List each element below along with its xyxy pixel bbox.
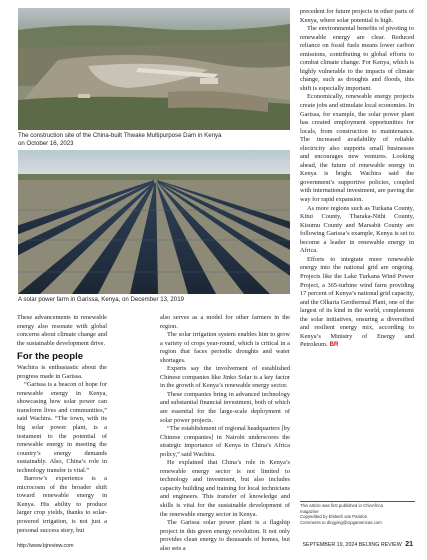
note-line: magazine [300,508,319,514]
body-paragraph: also serves as a model for other farmers in the region. [160,314,290,330]
aerial-construction-site-photo [18,8,290,130]
page-number: 21 [405,541,413,548]
body-paragraph: Experts say the involvement of established Chinese companies like Jinko Solar is a key factor in the growth of Kenya’s renewable energy sector. [160,365,290,390]
article-column-1 [17,314,107,535]
section-heading: For the people [17,351,84,363]
solar-farm-photo [18,150,290,294]
column-1-lead-paragraph: These advancements in renewable energy also resonate with global concerns about climate change and the sustainable development drive. [17,314,107,347]
footer-url[interactable]: http://www.bjreview.com [17,543,74,549]
note-line: This article was first published in ChinAfrica [300,503,383,508]
body-paragraph: Barrow’s experience is a microcosm of the broader shift toward renewable energy in Kenya. His ability to produce larger crop yields, thanks to solar-powered irrigation, is not just a personal success story, but [17,475,107,534]
note-divider [300,501,415,502]
body-paragraph: The Garissa solar power plant is a flagship project in this green energy revolution. It not only provides clean energy to thousands of homes, but also sets a [160,519,290,552]
article-column-3 [300,8,414,350]
caption-line: on October 16, 2023 [18,139,74,147]
closing-paragraph-text: Efforts to integrate more renewable energy into the national grid are ongoing. Projects like the Lake Turkana Wind Power Project, a 365-turbine wind farm providing 17 percent of Kenya’s national grid capacity, and the Olkaria Geothermal Plant, one of the largest of its kind in the world, complement the solar initiatives, ensuring a diversified and resilient energy mix, according to Kenya’s Ministry of Energy and Petroleum. [300,255,414,349]
dam-construction-photo [18,8,290,130]
body-paragraph: Wachira is enthusiastic about the progress made in Garissa. [17,364,107,380]
body-paragraph: “The establishment of regional headquarters [by Chinese companies] in Nairobi underscores the strategic importance of Kenya in China’s Africa policy,” said Wachira. [160,425,290,458]
footer-date-magazine: SEPTEMBER 19, 2024 BEIJING REVIEW [302,542,402,548]
note-line: Copyedited by Elsbeth van Paridon [300,514,368,519]
footer-folio [303,541,413,548]
body-paragraph: Economically, renewable energy projects create jobs and stimulate local economies. In Garissa, for example, the solar power plant has created employment opportunities for locals, from construction to maintenance. The increased availability of reliable electricity also supports small businesses and encourages new ventures. Looking ahead, the future of renewable energy in Kenya is bright. Wachira said the government’s supportive policies, coupled with international investment, are paving the way for rapid expansion. [300,93,414,204]
note-line: Comments to dingying@cipgamericas.com [300,519,382,525]
body-paragraph: As more regions such as Turkana County, Kitui County, Tharaka-Nithi County, Kisumu County and Marsabit County are following Garissa’s example, Kenya is set to become a leader in renewable energy in Africa. [300,204,414,255]
body-paragraph [300,256,414,350]
body-paragraph: These companies bring in advanced technology and substantial financial investment, both of which are essential for the large-scale deployment of solar power projects. [160,390,290,424]
body-paragraph: The solar irrigation system enables him to grow a variety of crops year-round, which is critical in a region that faces periodic droughts and water shortages. [160,331,290,364]
body-paragraph: “Garissa is a beacon of hope for renewable energy in Kenya, showcasing how solar power can transform lives and communities,” said Wachira. “The town, with its big solar power plant, is a testament to the potential of renewable energy in meeting the country’s energy demands sustainably. Also, China’s role in technology transfer is vital.” [17,381,107,474]
body-paragraph: The environmental benefits of pivoting to renewable energy are clear. Reduced reliance on fossil fuels means lower carbon emissions, contributing to global efforts to combat climate change. For Kenya, which is highly vulnerable to the impacts of climate change, such as droughts and floods, this shift is especially important. [300,25,414,92]
editorial-note [300,503,420,525]
end-mark: BR [329,342,339,349]
caption-line: The construction site of the China-built Thwake Multipurpose Dam in Kenya [18,132,222,139]
solar-farm-photo-frame [18,150,290,294]
solar-photo-caption: A solar power farm in Garissa, Kenya, on December 13, 2019 [18,296,184,303]
article-column-2 [160,314,290,553]
body-paragraph: precedent for future projects in other parts of Kenya, where solar potential is high. [300,8,414,24]
body-paragraph: He explained that China’s role in Kenya’s renewable energy sector is not limited to technology and investment, but also includes capacity building and training for local technicians and engineers. This transfer of knowledge and skills is vital for the sustainable development of the renewable energy sector in Kenya. [160,459,290,518]
dam-photo-caption [18,132,290,147]
